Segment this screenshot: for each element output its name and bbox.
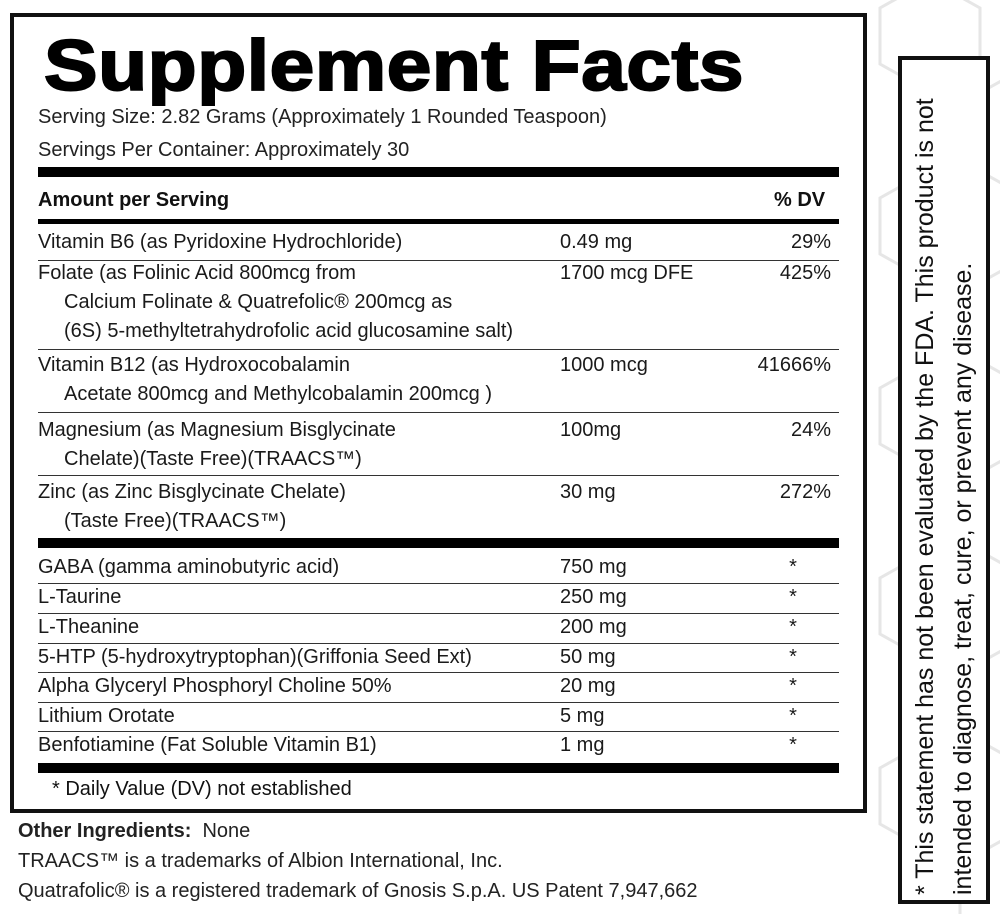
nutrient-amount: 5 mg (560, 705, 605, 727)
panel-title: Supplement Facts (44, 27, 745, 106)
divider-medium (38, 219, 839, 224)
nutrient-name-continued: Chelate)(Taste Free)(TRAACS™) (64, 448, 362, 470)
fda-disclaimer-text: * This statement has not been evaluated by the FDA. This product is not intended to diagnose, treat, cure, or prevent any disease. (911, 98, 977, 895)
divider-thick (38, 763, 839, 773)
serving-size: Serving Size: 2.82 Grams (Approximately 1 Rounded Teaspoon) (38, 106, 607, 128)
nutrient-dv: * (789, 616, 797, 638)
nutrient-name: Benfotiamine (Fat Soluble Vitamin B1) (38, 734, 377, 756)
nutrient-amount: 1700 mcg DFE (560, 262, 694, 284)
nutrient-dv: * (789, 556, 797, 578)
other-ingredients (18, 820, 250, 843)
nutrient-amount: 20 mg (560, 675, 616, 697)
divider-thin (38, 349, 839, 350)
nutrient-name: GABA (gamma aminobutyric acid) (38, 556, 340, 578)
servings-per-container: Servings Per Container: Approximately 30 (38, 139, 410, 161)
nutrient-name: Vitamin B6 (as Pyridoxine Hydrochloride) (38, 231, 403, 253)
nutrient-dv: * (789, 675, 797, 697)
divider-thin (38, 475, 839, 476)
nutrient-dv: 24% (790, 419, 831, 441)
other-ingredients-label: Other Ingredients: (18, 820, 192, 842)
nutrient-amount: 750 mg (560, 556, 627, 578)
nutrient-amount: 30 mg (560, 481, 616, 503)
nutrient-name-continued: Calcium Folinate & Quatrefolic® 200mcg as (64, 291, 453, 313)
divider-thin (38, 412, 839, 413)
nutrient-dv: * (789, 705, 797, 727)
nutrient-name: Zinc (as Zinc Bisglycinate Chelate) (38, 481, 346, 503)
nutrient-amount: 1000 mcg (560, 354, 648, 376)
nutrient-amount: 200 mg (560, 616, 627, 638)
nutrient-name: 5-HTP (5-hydroxytryptophan)(Griffonia Seed Ext) (38, 646, 472, 668)
nutrient-amount: 250 mg (560, 586, 627, 608)
nutrient-dv: 272% (779, 481, 831, 503)
traacs-trademark-note: TRAACS™ is a trademarks of Albion International, Inc. (18, 850, 503, 872)
quatrefolic-trademark-note: Quatrafolic® is a registered trademark of Gnosis S.p.A. US Patent 7,947,662 (18, 880, 698, 902)
nutrient-name: L-Theanine (38, 616, 140, 638)
nutrient-name: Lithium Orotate (38, 705, 175, 727)
other-ingredients-value: None (202, 820, 251, 842)
nutrient-name-continued: (Taste Free)(TRAACS™) (64, 510, 287, 532)
divider-thick (38, 167, 839, 177)
dv-footnote: * Daily Value (DV) not established (52, 778, 352, 800)
nutrient-dv: 41666% (757, 354, 831, 376)
nutrient-name-continued: (6S) 5-methyltetrahydrofolic acid glucosamine salt) (64, 320, 514, 342)
nutrient-dv: 29% (790, 231, 831, 253)
fda-disclaimer-box (898, 56, 990, 904)
nutrient-name: Magnesium (as Magnesium Bisglycinate (38, 419, 396, 441)
nutrient-name: Vitamin B12 (as Hydroxocobalamin (38, 354, 351, 376)
divider-thick (38, 538, 839, 548)
nutrient-amount: 50 mg (560, 646, 616, 668)
nutrient-name: Folate (as Folinic Acid 800mcg from (38, 262, 356, 284)
nutrient-name: L-Taurine (38, 586, 122, 608)
nutrient-name: Alpha Glyceryl Phosphoryl Choline 50% (38, 675, 392, 697)
nutrient-dv: 425% (779, 262, 831, 284)
nutrient-dv: * (789, 586, 797, 608)
nutrient-dv: * (789, 646, 797, 668)
nutrient-name-continued: Acetate 800mcg and Methylcobalamin 200mcg ) (64, 383, 493, 405)
nutrient-amount: 100mg (560, 419, 622, 441)
supplement-facts-panel (10, 13, 867, 813)
nutrient-dv: * (789, 734, 797, 756)
percent-dv-header: % DV (774, 189, 826, 211)
amount-per-serving-header: Amount per Serving (38, 189, 230, 211)
nutrient-amount: 0.49 mg (560, 231, 633, 253)
nutrient-amount: 1 mg (560, 734, 605, 756)
